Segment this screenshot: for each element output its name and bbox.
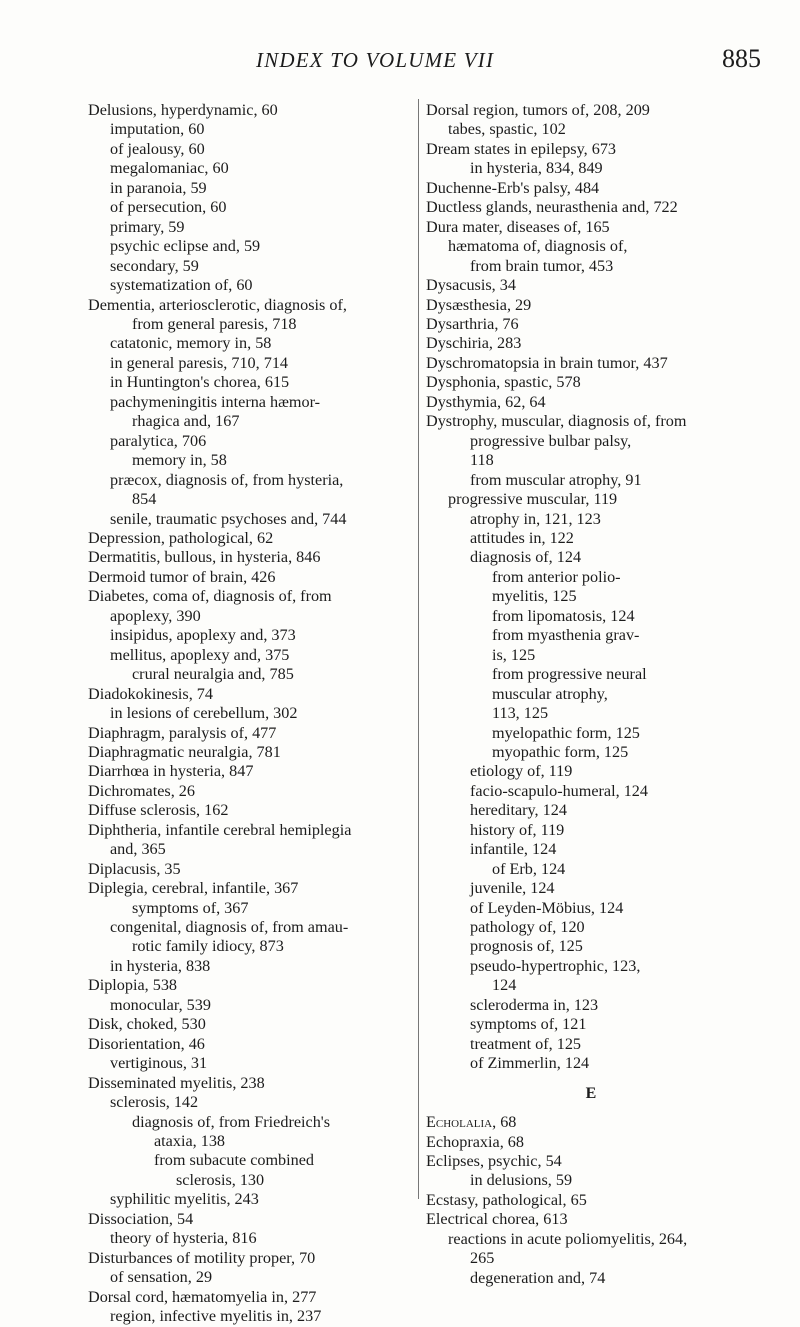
index-entry: Ecstasy, pathological, 65 [426,1190,587,1209]
index-entry: Diphtheria, infantile cerebral hemiplegia [88,820,352,839]
index-entry: Dysæsthesia, 29 [426,295,532,314]
section-letter-heading: E [585,1084,597,1102]
index-subentry: 113, 125 [492,704,549,723]
index-subentry: progressive muscular, 119 [448,490,618,509]
index-entry: Dysphonia, spastic, 578 [426,373,581,392]
index-subentry: symptoms of, 367 [132,898,249,917]
index-entry: Dermatitis, bullous, in hysteria, 846 [88,548,321,567]
index-subentry: region, infective myelitis in, 237 [110,1307,322,1326]
index-subentry: infantile, 124 [470,840,557,859]
index-subentry: myelitis, 125 [492,587,577,606]
index-entry: Depression, pathological, 62 [88,528,274,547]
index-entry: Dementia, arteriosclerotic, diagnosis of, [88,295,347,314]
index-subentry: symptoms of, 121 [470,1015,587,1034]
index-entry [426,1113,756,1132]
index-subentry: rotic family idiocy, 873 [132,937,284,956]
index-entry: Dysacusis, 34 [426,276,516,295]
index-subentry: pachymeningitis interna hæmor- [110,392,321,411]
index-subentry: apoplexy, 390 [110,606,201,625]
index-entry: Dysthymia, 62, 64 [426,392,546,411]
index-subentry: pathology of, 120 [470,918,585,937]
index-entry: Dissociation, 54 [88,1209,194,1228]
index-subentry: syphilitic myelitis, 243 [110,1190,259,1209]
index-subentry: and, 365 [110,840,166,859]
running-title: INDEX TO VOLUME VII [256,48,495,72]
index-entry: Diplopia, 538 [88,976,178,995]
index-subentry: in paranoia, 59 [110,178,207,197]
index-subentry: tabes, spastic, 102 [448,120,566,139]
index-subentry: history of, 119 [470,820,565,839]
index-subentry: in delusions, 59 [470,1171,573,1190]
index-subentry: treatment of, 125 [470,1034,582,1053]
index-subentry: 124 [492,976,517,995]
index-subentry: 118 [470,451,494,470]
index-subentry: 854 [132,490,157,509]
index-subentry: in lesions of cerebellum, 302 [110,704,298,723]
index-entry: Dyschiria, 283 [426,334,522,353]
index-column-right [426,101,756,1288]
index-subentry: in general paresis, 710, 714 [110,353,289,372]
index-subentry: in hysteria, 838 [110,956,211,975]
index-subentry: facio-scapulo-humeral, 124 [470,781,648,800]
page-header [0,44,800,80]
index-subentry: from general paresis, 718 [132,314,297,333]
index-entry: Disturbances of motility proper, 70 [88,1248,316,1267]
index-subentry: muscular atrophy, [492,684,608,703]
index-subentry: reactions in acute poliomyelitis, 264, [448,1229,688,1248]
index-subentry: from subacute combined [154,1151,315,1170]
index-entry: Diabetes, coma of, diagnosis of, from [88,587,332,606]
index-subentry: hereditary, 124 [470,801,567,820]
index-entry: Eclipses, psychic, 54 [426,1152,562,1171]
index-subentry: ataxia, 138 [154,1132,226,1151]
index-subentry: scleroderma in, 123 [470,995,599,1014]
index-subentry: senile, traumatic psychoses and, 744 [110,509,347,528]
index-subentry: monocular, 539 [110,995,211,1014]
page-number: 885 [722,44,761,73]
index-subentry: systematization of, 60 [110,276,253,295]
index-entry: Dichromates, 26 [88,781,195,800]
index-subentry: is, 125 [492,645,536,664]
index-subentry: rhagica and, 167 [132,412,240,431]
index-subentry: secondary, 59 [110,256,199,275]
index-entry: Dystrophy, muscular, diagnosis of, from [426,412,687,431]
index-column-left [88,101,410,1327]
index-entry: Dura mater, diseases of, 165 [426,217,610,236]
index-subentry: from progressive neural [492,665,647,684]
column-divider [418,99,419,1199]
index-subentry: diagnosis of, from Friedreich's [132,1112,331,1131]
index-subentry: atrophy in, 121, 123 [470,509,601,528]
index-entry: Dream states in epilepsy, 673 [426,139,617,158]
index-entry: Duchenne-Erb's palsy, 484 [426,178,600,197]
index-subentry: diagnosis of, 124 [470,548,582,567]
index-entry: Delusions, hyperdynamic, 60 [88,101,278,119]
index-entry-pages: 68 [496,1113,517,1132]
index-subentry: congenital, diagnosis of, from amau- [110,918,349,937]
index-entry: Ductless glands, neurasthenia and, 722 [426,198,678,217]
index-subentry: etiology of, 119 [470,762,573,781]
index-entry: Dorsal region, tumors of, 208, 209 [426,101,650,119]
index-subentry: from anterior polio- [492,567,621,586]
index-subentry: sclerosis, 130 [176,1170,265,1189]
index-entry: Dyschromatopsia in brain tumor, 437 [426,353,668,372]
index-subentry: hæmatoma of, diagnosis of, [448,237,628,256]
index-subentry: vertiginous, 31 [110,1054,208,1073]
index-subentry: of Zimmerlin, 124 [470,1054,590,1073]
index-subentry: from myasthenia grav- [492,626,640,645]
index-entry: Disorientation, 46 [88,1034,205,1053]
index-entry: Echopraxia, 68 [426,1132,524,1151]
index-subentry: progressive bulbar palsy, [470,431,632,450]
index-subentry: of persecution, 60 [110,198,227,217]
index-subentry: insipidus, apoplexy and, 373 [110,626,296,645]
index-subentry: pseudo-hypertrophic, 123, [470,956,641,975]
index-entry: Diplegia, cerebral, infantile, 367 [88,879,299,898]
index-subentry: of Leyden-Möbius, 124 [470,898,624,917]
index-entry: Diaphragm, paralysis of, 477 [88,723,277,742]
index-entry: Dorsal cord, hæmatomyelia in, 277 [88,1287,317,1306]
index-subentry: in hysteria, 834, 849 [470,159,603,178]
index-subentry: catatonic, memory in, 58 [110,334,272,353]
index-subentry: prognosis of, 125 [470,937,583,956]
index-entry: Diffuse sclerosis, 162 [88,801,229,820]
index-subentry: of jealousy, 60 [110,139,205,158]
index-subentry: primary, 59 [110,217,185,236]
index-subentry: paralytica, 706 [110,431,207,450]
index-subentry: myopathic form, 125 [492,742,629,761]
index-entries-d [426,101,756,1074]
index-subentry: theory of hysteria, 816 [110,1229,257,1248]
index-subentry: myelopathic form, 125 [492,723,640,742]
index-subentry: megalomaniac, 60 [110,159,229,178]
index-entry: Disseminated myelitis, 238 [88,1073,265,1092]
index-entry: Dysarthria, 76 [426,314,519,333]
index-subentry: of Erb, 124 [492,859,566,878]
index-entries-e [426,1113,756,1288]
index-entry-head: Echolalia, [426,1113,497,1132]
index-entry: Diadokokinesis, 74 [88,684,213,703]
index-subentry: præcox, diagnosis of, from hysteria, [110,470,344,489]
index-subentry: degeneration and, 74 [470,1268,606,1287]
index-subentry: imputation, 60 [110,120,205,139]
index-entry: Diaphragmatic neuralgia, 781 [88,742,281,761]
index-subentry: juvenile, 124 [470,879,555,898]
index-entry: Disk, choked, 530 [88,1015,206,1034]
index-subentry: from lipomatosis, 124 [492,606,635,625]
index-subentry: memory in, 58 [132,451,227,470]
index-entry: Diplacusis, 35 [88,859,181,878]
index-subentry: psychic eclipse and, 59 [110,237,261,256]
index-subentry: from brain tumor, 453 [470,256,614,275]
index-subentry: 265 [470,1249,495,1268]
index-subentry: from muscular atrophy, 91 [470,470,642,489]
index-entry: Dermoid tumor of brain, 426 [88,567,276,586]
index-subentry: attitudes in, 122 [470,528,574,547]
index-entry: Electrical chorea, 613 [426,1210,568,1229]
index-subentry: mellitus, apoplexy and, 375 [110,645,290,664]
index-subentry: of sensation, 29 [110,1268,213,1287]
index-entry: Diarrhœa in hysteria, 847 [88,762,254,781]
index-subentry: crural neuralgia and, 785 [132,665,294,684]
index-subentry: sclerosis, 142 [110,1093,199,1112]
index-subentry: in Huntington's chorea, 615 [110,373,290,392]
